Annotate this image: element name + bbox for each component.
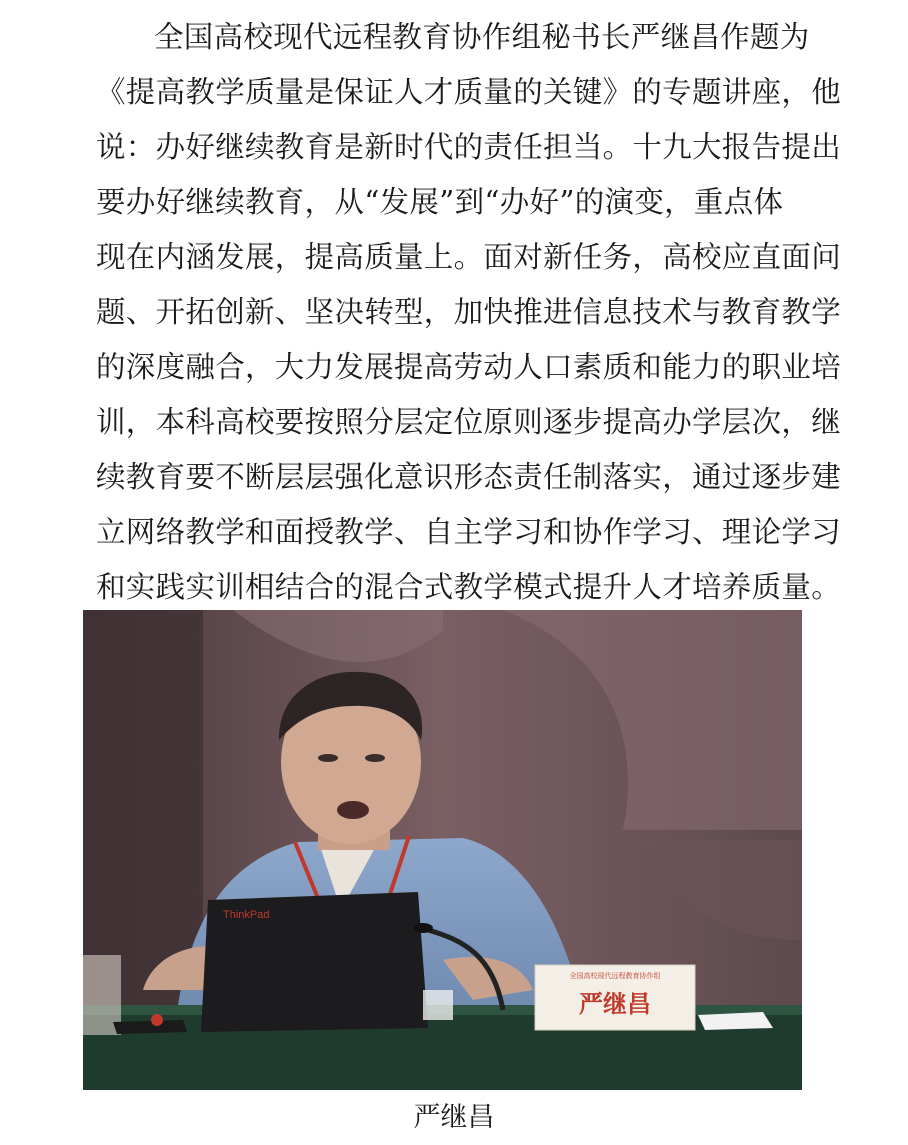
article-body xyxy=(96,10,842,615)
article-line: 题、开拓创新、坚决转型，加快推进信息技术与教育教学 xyxy=(96,295,842,329)
article-line: 要办好继续教育，从“发展”到“办好”的演变，重点体 xyxy=(96,185,784,219)
article-line: 和实践实训相结合的混合式教学模式提升人才培养质量。 xyxy=(96,570,842,604)
article-line: 全国高校现代远程教育协作组秘书长严继昌作题为 xyxy=(154,20,810,54)
article-line: 现在内涵发展，提高质量上。面对新任务，高校应直面问 xyxy=(96,240,842,274)
article-line: 立网络教学和面授教学、自主学习和协作学习、理论学习 xyxy=(96,515,842,549)
nameplate-org: 全国高校现代远程教育协作组 xyxy=(569,972,661,980)
article-line: 说：办好继续教育是新时代的责任担当。十九大报告提出 xyxy=(96,130,842,164)
photo-caption: 严继昌 xyxy=(413,1102,495,1133)
nameplate-name: 严继昌 xyxy=(579,989,651,1018)
article-line: 的深度融合，大力发展提高劳动人口素质和能力的职业培 xyxy=(96,350,842,384)
laptop-brand: ThinkPad xyxy=(223,909,270,921)
speaker-photo-illustration xyxy=(83,610,802,1090)
article-line: 续教育要不断层层强化意识形态责任制落实，通过逐步建 xyxy=(96,460,842,494)
article-line: 《提高教学质量是保证人才质量的关键》的专题讲座，他 xyxy=(96,75,842,109)
article-line: 训，本科高校要按照分层定位原则逐步提高办学层次，继 xyxy=(96,405,842,439)
speaker-photo xyxy=(83,610,802,1090)
